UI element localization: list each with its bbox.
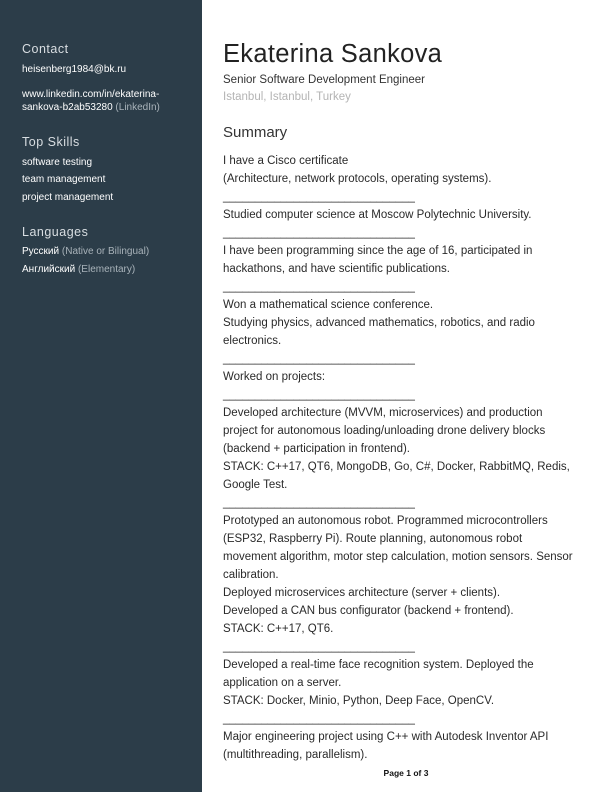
summary-line: Deployed microservices architecture (server + clients).: [223, 587, 501, 599]
main-content: [223, 0, 593, 792]
linkedin-url-line1: www.linkedin.com/in/ekaterina-: [22, 89, 160, 100]
summary-line: STACK: C++17, QT6.: [223, 623, 334, 635]
summary-line: Studied computer science at Moscow Polytechnic University.: [223, 209, 532, 221]
language-name: Русский: [22, 246, 60, 257]
summary-heading: Summary: [223, 124, 288, 141]
summary-line: STACK: Docker, Minio, Python, Deep Face, OpenCV.: [223, 695, 495, 707]
summary-line: calibration.: [223, 569, 279, 581]
sidebar: [0, 0, 202, 792]
language-level: (Elementary): [77, 264, 136, 275]
summary-divider: ______________________________: [223, 641, 415, 653]
linkedin-url-line2: sankova-b2ab53280: [22, 101, 113, 113]
skill-item: team management: [22, 174, 106, 185]
linkedin-link[interactable]: [22, 89, 197, 114]
page-number: Page 1 of 3: [383, 768, 429, 778]
summary-line: project for autonomous loading/unloading drone delivery blocks: [223, 425, 546, 437]
summary-line: movement algorithm, motor step calculation, motion sensors. Sensor: [223, 551, 573, 563]
summary-line: Prototyped an autonomous robot. Programmed microcontrollers: [223, 515, 548, 527]
summary-line: application on a server.: [223, 677, 342, 689]
language-item: [22, 246, 197, 259]
profile-name: Ekaterina Sankova: [223, 40, 443, 68]
summary-line: (ESP32, Raspberry Pi). Route planning, autonomous robot: [223, 533, 523, 545]
skill-item: project management: [22, 192, 114, 203]
summary-divider: ______________________________: [223, 713, 415, 725]
summary-line: (multithreading, parallelism).: [223, 749, 368, 761]
summary-line: I have been programming since the age of 16, participated in: [223, 245, 533, 257]
skill-item: software testing: [22, 157, 93, 168]
summary-line: electronics.: [223, 335, 282, 347]
profile-headline: Senior Software Development Engineer: [223, 74, 426, 86]
languages-heading: Languages: [22, 225, 89, 239]
summary-body: [223, 152, 593, 764]
language-level: (Native or Bilingual): [61, 246, 150, 257]
email-link[interactable]: heisenberg1984@bk.ru: [22, 64, 127, 75]
profile-location: Istanbul, Istanbul, Turkey: [223, 91, 351, 103]
top-skills-heading: Top Skills: [22, 135, 80, 149]
summary-line: hackathons, and have scientific publications.: [223, 263, 450, 275]
summary-line: (backend + participation in frontend).: [223, 443, 410, 455]
summary-line: STACK: C++17, QT6, MongoDB, Go, C#, Docker, RabbitMQ, Redis,: [223, 461, 570, 473]
summary-line: Studying physics, advanced mathematics, robotics, and radio: [223, 317, 535, 329]
summary-line: Developed a CAN bus configurator (backend + frontend).: [223, 605, 514, 617]
summary-divider: ______________________________: [223, 281, 415, 293]
summary-line: Major engineering project using C++ with Autodesk Inventor API: [223, 731, 549, 743]
summary-line: Google Test.: [223, 479, 288, 491]
language-name: Английский: [22, 264, 76, 275]
summary-line: Developed architecture (MVVM, microservices) and production: [223, 407, 543, 419]
summary-line: (Architecture, network protocols, operating systems).: [223, 173, 492, 185]
summary-divider: ______________________________: [223, 389, 415, 401]
summary-divider: ______________________________: [223, 353, 415, 365]
summary-divider: ______________________________: [223, 497, 415, 509]
linkedin-label: (LinkedIn): [115, 101, 160, 113]
contact-heading: Contact: [22, 42, 69, 56]
summary-line: Developed a real-time face recognition system. Deployed the: [223, 659, 534, 671]
language-item: [22, 264, 197, 277]
summary-line: Won a mathematical science conference.: [223, 299, 434, 311]
summary-line: Worked on projects:: [223, 371, 326, 383]
summary-divider: ______________________________: [223, 191, 415, 203]
summary-divider: ______________________________: [223, 227, 415, 239]
summary-line: I have a Cisco certificate: [223, 155, 349, 167]
